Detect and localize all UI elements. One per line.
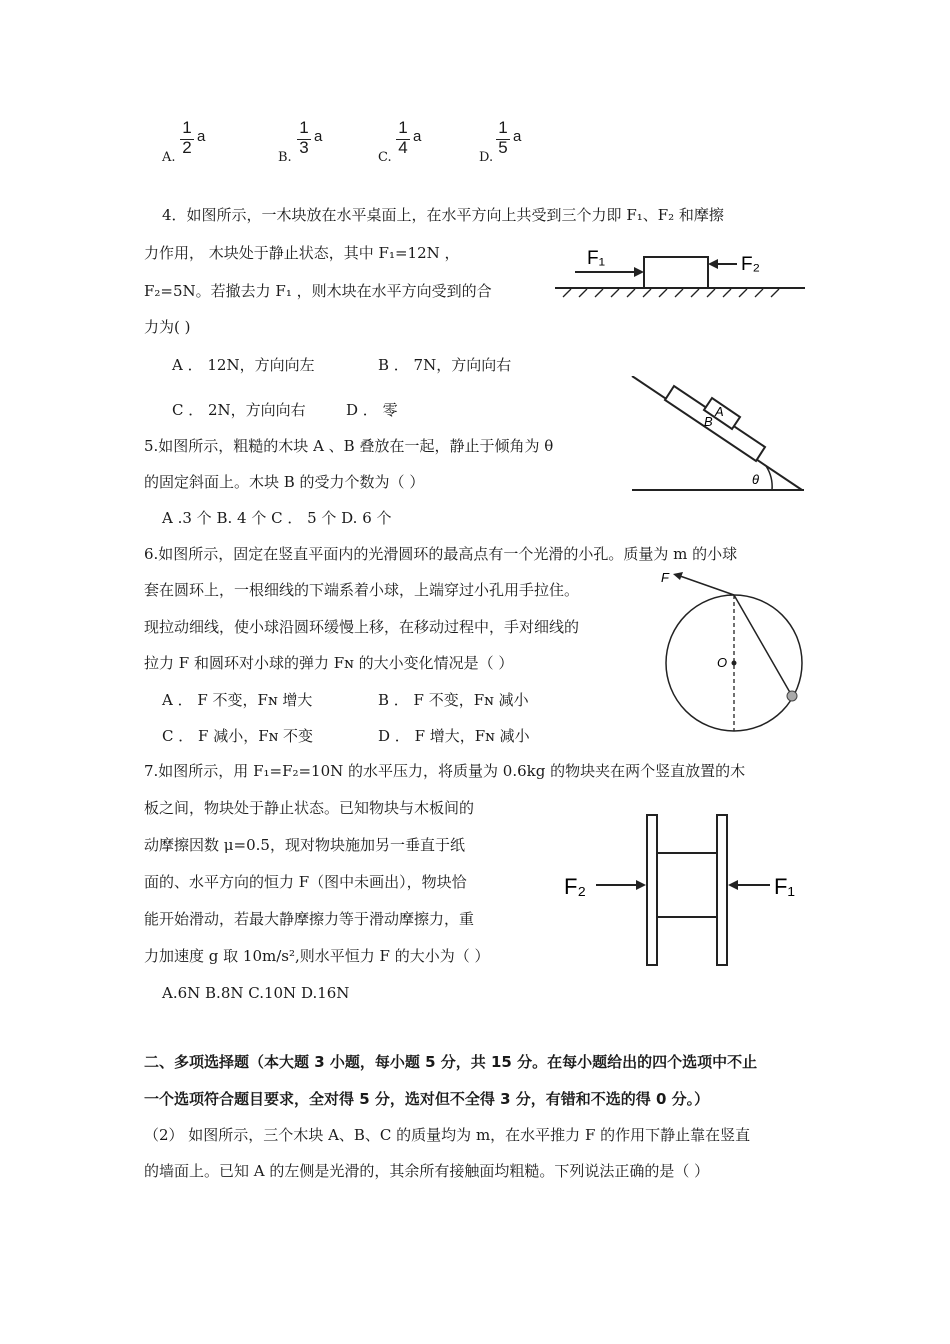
q4-line-3: F₂=5N。若撤去力 F₁ ，则木块在水平方向受到的合 <box>144 282 492 300</box>
q4-option-a: A ． 12N，方向向左 <box>172 356 315 374</box>
numerator: 1 <box>398 118 408 137</box>
pull-string <box>680 576 734 595</box>
label-b: B <box>704 414 713 429</box>
section-2-heading-line-2: 一个选项符合题目要求，全对得 5 分，选对但不全得 3 分，有错和不选的得 0 分。） <box>144 1090 710 1108</box>
option-letter: D. <box>479 150 494 165</box>
option-letter: C. <box>378 150 392 165</box>
q6-line-2: 套在圆环上，一根细线的下端系着小球，上端穿过小孔用手拉住。 <box>144 581 580 599</box>
q8-line-2: 的墙面上。已知 A 的左侧是光滑的，其余所有接触面均粗糙。下列说法正确的是（ ） <box>144 1162 710 1180</box>
q8-line-1: （2） 如图所示，三个木块 A、B、C 的质量均为 m，在水平推力 F 的作用下静止靠在竖直 <box>144 1126 751 1144</box>
f1-label: F₁ <box>774 874 795 899</box>
small-ball <box>787 691 797 701</box>
q6-line-4: 拉力 F 和圆环对小球的弹力 Fɴ 的大小变化情况是（ ） <box>144 654 514 672</box>
center-point <box>732 661 737 666</box>
string <box>734 595 792 696</box>
q7-line-5: 能开始滑动，若最大静摩擦力等于滑动摩擦力，重 <box>144 910 475 928</box>
q4-line-1: 4．如图所示，一木块放在水平桌面上，在水平方向上共受到三个力即 F₁、F₂ 和摩擦 <box>162 206 724 224</box>
f2-arrowhead <box>636 880 646 890</box>
q5-figure-incline <box>630 376 808 496</box>
numerator: 1 <box>182 118 192 137</box>
label-a: A <box>715 404 724 419</box>
f1-label: F₁ <box>587 248 606 269</box>
numerator: 1 <box>498 118 508 137</box>
q5-options: A .3 个 B. 4 个 C ． 5 个 D. 6 个 <box>162 509 392 527</box>
right-board <box>717 815 727 965</box>
left-board <box>647 815 657 965</box>
numerator: 1 <box>299 118 309 137</box>
denominator: 3 <box>299 138 309 157</box>
f-label: F <box>661 570 669 585</box>
q7-line-6: 力加速度 g 取 10m/s²,则水平恒力 F 的大小为（ ） <box>144 947 490 965</box>
q7-figure-boards <box>560 812 820 970</box>
variable: a <box>513 128 522 145</box>
variable: a <box>197 128 206 145</box>
q6-option-b: B ． F 不变，Fɴ 减小 <box>378 691 529 709</box>
q4-option-b: B ． 7N，方向向右 <box>378 356 512 374</box>
q7-line-1: 7.如图所示，用 F₁=F₂=10N 的水平压力，将质量为 0.6kg 的物块夹在两个竖直放置的木 <box>144 762 746 780</box>
f2-label: F₂ <box>741 254 760 275</box>
f-arrowhead <box>673 572 683 580</box>
q6-option-d: D ． F 增大，Fɴ 减小 <box>378 727 530 745</box>
block-b <box>665 386 765 461</box>
q7-line-4: 面的、水平方向的恒力 F（图中未画出），物块恰 <box>144 873 467 891</box>
denominator: 2 <box>182 138 192 157</box>
variable: a <box>314 128 323 145</box>
option-letter: A. <box>162 150 176 165</box>
q6-option-a: A ． F 不变，Fɴ 增大 <box>162 691 313 709</box>
q4-line-4: 力为( ) <box>144 318 191 336</box>
option-letter: B. <box>278 150 292 165</box>
ground-hatching <box>563 289 779 297</box>
q6-option-c: C ． F 减小，Fɴ 不变 <box>162 727 314 745</box>
q4-option-d: D ． 零 <box>346 401 398 419</box>
q7-line-2: 板之间，物块处于静止状态。已知物块与木板间的 <box>144 799 475 817</box>
q7-options: A.6N B.8N C.10N D.16N <box>162 984 350 1002</box>
section-2-heading-line-1: 二、多项选择题（本大题 3 小题，每小题 5 分，共 15 分。在每小题给出的四个选项中不止 <box>144 1053 758 1071</box>
f2-label: F₂ <box>564 874 586 899</box>
o-label: O <box>717 655 728 670</box>
q5-line-1: 5.如图所示，粗糙的木块 A 、B 叠放在一起，静止于倾角为 θ <box>144 437 554 455</box>
f1-arrowhead <box>728 880 738 890</box>
f2-arrowhead <box>708 259 718 269</box>
denominator: 4 <box>398 138 408 157</box>
variable: a <box>413 128 422 145</box>
denominator: 5 <box>498 138 508 157</box>
q7-line-3: 动摩擦因数 μ=0.5，现对物块施加另一垂直于纸 <box>144 836 465 854</box>
q6-line-1: 6.如图所示，固定在竖直平面内的光滑圆环的最高点有一个光滑的小孔。质量为 m 的小球 <box>144 545 738 563</box>
q4-option-c: C ． 2N，方向向右 <box>172 401 306 419</box>
f1-arrowhead <box>634 267 644 277</box>
clamped-block <box>657 853 717 917</box>
q6-figure-ring <box>655 566 807 738</box>
wooden-block <box>644 257 708 288</box>
q4-line-2: 力作用， 木块处于静止状态，其中 F₁=12N ， <box>144 244 460 262</box>
q5-line-2: 的固定斜面上。木块 B 的受力个数为（ ） <box>144 473 425 491</box>
q6-line-3: 现拉动细线，使小球沿圆环缓慢上移，在移动过程中，手对细线的 <box>144 618 580 636</box>
q4-figure-block-forces <box>555 238 807 300</box>
theta-label: θ <box>752 472 760 487</box>
